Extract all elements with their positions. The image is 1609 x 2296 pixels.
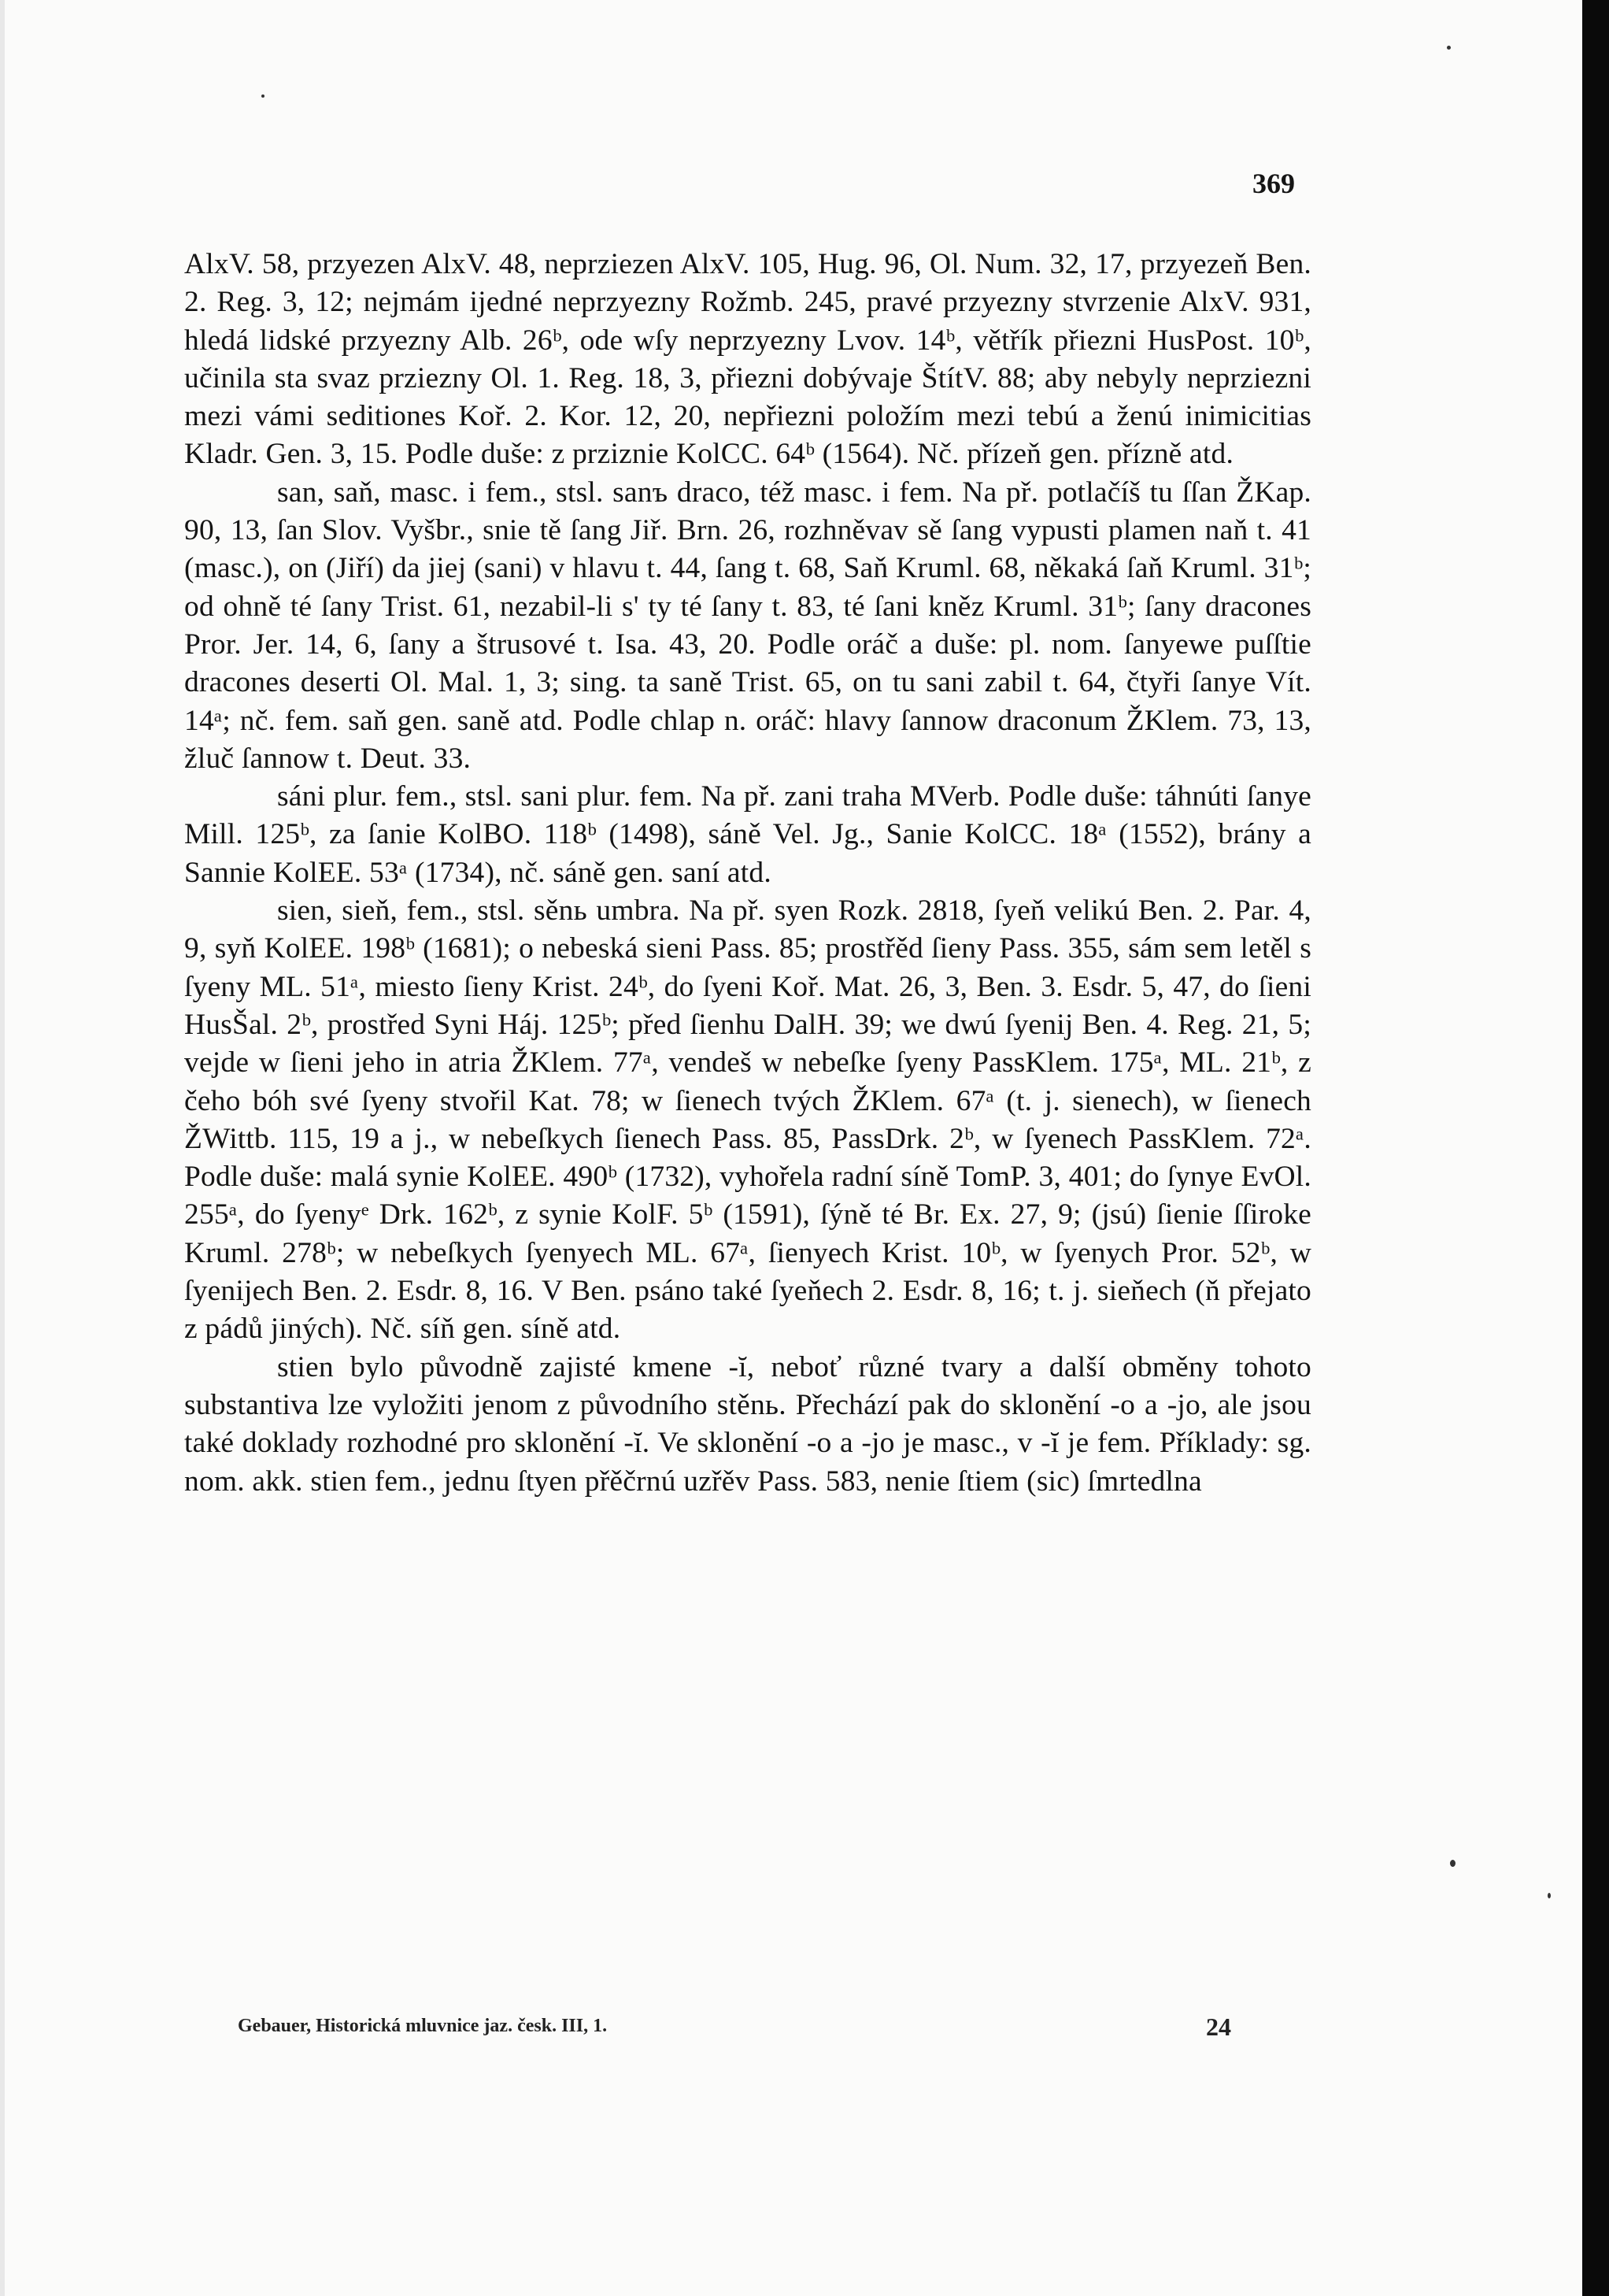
scan-speck <box>261 94 264 98</box>
scan-speck <box>1450 1860 1455 1867</box>
scan-speck <box>1548 1893 1551 1898</box>
signature-mark: 24 <box>1206 2013 1231 2041</box>
paragraph: stien bylo původně zajisté kmene -ĭ, neboť různé tvary a další obměny tohoto substantiva lze vyložiti jenom z původního stěnь. Přechází pak do sklonění -o a -jo, ale jsou také doklady rozhodné pro sklonění -ĭ. Ve sklonění -o a -jo je masc., v -ĭ je fem. Příklady: sg. nom. akk. stien fem., jednu ſtyen přěčrnú uzřěv Pass. 583, nenie ſtiem (sic) ſmrtedlna <box>184 1350 1311 1498</box>
paragraph: AlxV. 58, przyezen AlxV. 48, neprziezen AlxV. 105, Hug. 96, Ol. Num. 32, 17, przyezeň Ben. 2. Reg. 3, 12; nejmám ijedné neprzyezny Rožmb. 245, pravé przyezny stvrzenie AlxV. 931, hledá lidské przyezny Alb. 26ᵇ, ode wſy neprzyezny Lvov. 14ᵇ, větřík přiezni HusPost. 10ᵇ, učinila sta svaz prziezny Ol. 1. Reg. 18, 3, přiezni dobývaje ŠtítV. 88; aby nebyly neprziezni mezi vámi seditiones Koř. 2. Kor. 12, 20, nepřiezni položím mezi tebú a ženú inimicitias Kladr. Gen. 3, 15. Podle duše: z prziznie KolCC. 64ᵇ (1564). Nč. přízeň gen. přízně atd. <box>184 248 1311 471</box>
paragraph: sáni plur. fem., stsl. sani plur. fem. Na př. zani traha MVerb. Podle duše: táhnúti ſanye Mill. 125ᵇ, za ſanie KolBO. 118ᵇ (1498), sáně Vel. Jg., Sanie KolCC. 18ᵃ (1552), brány a Sannie KolEE. 53ᵃ (1734), nč. sáně gen. saní atd. <box>184 780 1311 889</box>
footer-citation: Gebauer, Historická mluvnice jaz. česk. III, 1. <box>238 2016 608 2036</box>
scan-border <box>1582 0 1609 2296</box>
paragraph: sien, sieň, fem., stsl. sěnь umbra. Na př. syen Rozk. 2818, ſyeň velikú Ben. 2. Par. 4, 9, syň KolEE. 198ᵇ (1681); o nebeská sieni Pass. 85; prostřěd ſieny Pass. 355, sám sem letěl s ſyeny ML. 51ᵃ, miesto ſieny Krist. 24ᵇ, do ſyeni Koř. Mat. 26, 3, Ben. 3. Esdr. 5, 47, do ſieni HusŠal. 2ᵇ, prostřed Syni Háj. 125ᵇ; před ſienhu DalH. 39; we dwú ſyenij Ben. 4. Reg. 21, 5; vejde w ſieni jeho in atria ŽKlem. 77ᵃ, vendeš w nebeſke ſyeny PassKlem. 175ᵃ, ML. 21ᵇ, z čeho bóh své ſyeny stvořil Kat. 78; w ſienech tvých ŽKlem. 67ᵃ (t. j. sienech), w ſienech ŽWittb. 115, 19 a j., w nebeſkych ſienech Pass. 85, PassDrk. 2ᵇ, w ſyenech PassKlem. 72ᵃ. Podle duše: malá synie KolEE. 490ᵇ (1732), vyhořela radní síně TomP. 3, 401; do ſynye EvOl. 255ᵃ, do ſyenyᵉ Drk. 162ᵇ, z synie KolF. 5ᵇ (1591), ſýně té Br. Ex. 27, 9; (jsú) ſienie ſſiroke Kruml. 278ᵇ; w nebeſkych ſyenyech ML. 67ᵃ, ſienyech Krist. 10ᵇ, w ſyenych Pror. 52ᵇ, w ſyenijech Ben. 2. Esdr. 8, 16. V Ben. psáno také ſyeňech 2. Esdr. 8, 16; t. j. sieňech (ň přejato z pádů jiných). Nč. síň gen. síně atd. <box>184 894 1311 1346</box>
paragraph: san, saň, masc. i fem., stsl. sanъ draco, též masc. i fem. Na př. potlačíš tu ſſan ŽKap. 90, 13, ſan Slov. Vyšbr., snie tě ſang Jiř. Brn. 26, rozhněvav sě ſang vypusti plamen naň t. 41 (masc.), on (Jiří) da jiej (sani) v hlavu t. 44, ſang t. 68, Saň Kruml. 68, někaká ſaň Kruml. 31ᵇ; od ohně té ſany Trist. 61, nezabil-li s' ty té ſany t. 83, té ſani kněz Kruml. 31ᵇ; ſany dracones Pror. Jer. 14, 6, ſany a štrusové t. Isa. 43, 20. Podle oráč a duše: pl. nom. ſanyewe puſſtie dracones deserti Ol. Mal. 1, 3; sing. ta saně Trist. 65, on tu sani zabil t. 64, čtyři ſanye Vít. 14ᵃ; nč. fem. saň gen. saně atd. Podle chlap n. oráč: hlavy ſannow draconum ŽKlem. 73, 13, žluč ſannow t. Deut. 33. <box>184 476 1311 775</box>
body-text <box>184 246 1311 1501</box>
scan-speck <box>1447 46 1451 50</box>
page-number: 369 <box>1252 168 1295 199</box>
